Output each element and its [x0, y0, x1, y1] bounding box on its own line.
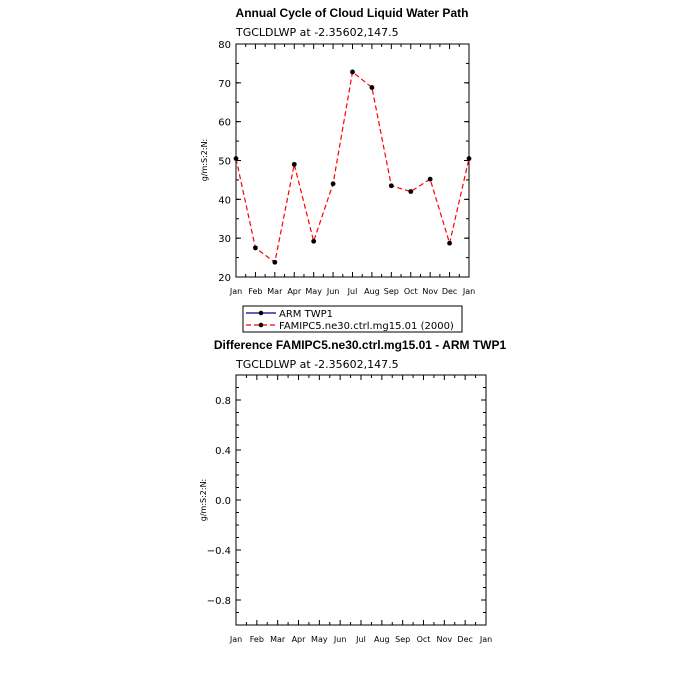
data-point [467, 156, 472, 161]
x-tick-label: Aug [364, 287, 380, 296]
x-tick-label: Jun [333, 635, 347, 644]
top-chart-title: Annual Cycle of Cloud Liquid Water Path [235, 6, 469, 20]
data-point [292, 162, 297, 167]
x-tick-label: Jul [356, 635, 366, 644]
y-tick-label: −0.8 [206, 596, 231, 607]
data-point [253, 245, 258, 250]
legend-label-arm: ARM TWP1 [279, 309, 333, 320]
x-tick-label: Feb [248, 287, 263, 296]
x-tick-label: Oct [416, 635, 431, 644]
top-chart-series [234, 70, 472, 265]
x-tick-label: Jan [462, 287, 476, 296]
top-chart-y-axis-label: g/m:S:2:N: [200, 138, 209, 182]
y-tick-label: −0.4 [206, 546, 231, 557]
x-tick-label: May [305, 287, 322, 296]
top-chart-legend [243, 306, 462, 332]
x-tick-label: Nov [436, 635, 453, 644]
data-point [272, 260, 277, 265]
y-tick-label: 0.8 [215, 396, 231, 407]
x-tick-label: Jan [479, 635, 493, 644]
data-point [389, 183, 394, 188]
x-tick-label: May [311, 635, 328, 644]
x-tick-label: Nov [422, 287, 438, 296]
data-point [447, 241, 452, 246]
bottom-chart-plot-frame [236, 375, 486, 625]
x-tick-label: Sep [395, 635, 411, 644]
x-tick-label: Aug [374, 635, 390, 644]
x-tick-label: Jan [229, 635, 243, 644]
x-tick-label: Dec [457, 635, 473, 644]
annual-cycle-chart [200, 6, 475, 332]
x-tick-label: Dec [441, 287, 458, 296]
x-tick-label: Apr [291, 635, 306, 644]
x-tick-label: Feb [249, 635, 264, 644]
top-chart-plot-frame [236, 44, 469, 277]
x-tick-label: Oct [403, 287, 418, 296]
x-tick-label: Jan [229, 287, 243, 296]
y-tick-label: 60 [218, 117, 231, 129]
legend-label-famipc5: FAMIPC5.ne30.ctrl.mg15.01 (2000) [279, 321, 454, 332]
difference-chart [199, 338, 506, 644]
bottom-chart-ticks [207, 375, 492, 644]
data-point [428, 177, 433, 182]
top-chart-ticks [218, 40, 475, 296]
y-tick-label: 0.4 [215, 446, 231, 457]
x-tick-label: Sep [383, 287, 399, 296]
bottom-chart-title: Difference FAMIPC5.ne30.ctrl.mg15.01 - ARM TWP1 [213, 338, 507, 352]
data-point [408, 189, 413, 194]
y-tick-label: 70 [218, 78, 231, 90]
y-tick-label: 20 [218, 273, 231, 284]
data-point [331, 181, 336, 186]
data-point [311, 239, 316, 244]
x-tick-label: Jun [326, 287, 340, 296]
y-tick-label: 50 [218, 156, 231, 168]
top-chart-subtitle: TGCLDLWP at -2.35602,147.5 [236, 26, 399, 39]
data-point [234, 156, 239, 161]
y-tick-label: 30 [218, 234, 231, 246]
legend-marker-famipc5 [259, 323, 264, 328]
bottom-chart-subtitle: TGCLDLWP at -2.35602,147.5 [236, 358, 399, 371]
y-tick-label: 80 [218, 40, 231, 51]
x-tick-label: Mar [267, 287, 283, 296]
x-tick-label: Apr [287, 287, 302, 296]
y-tick-label: 0.0 [215, 496, 231, 507]
x-tick-label: Mar [270, 635, 286, 644]
data-point [350, 70, 355, 75]
series-line [236, 72, 469, 262]
data-point [370, 85, 375, 90]
y-tick-label: 40 [218, 195, 231, 207]
legend-marker-arm [259, 311, 264, 316]
bottom-chart-y-axis-label: g/m:S:2:N: [199, 478, 208, 522]
x-tick-label: Jul [347, 287, 358, 296]
